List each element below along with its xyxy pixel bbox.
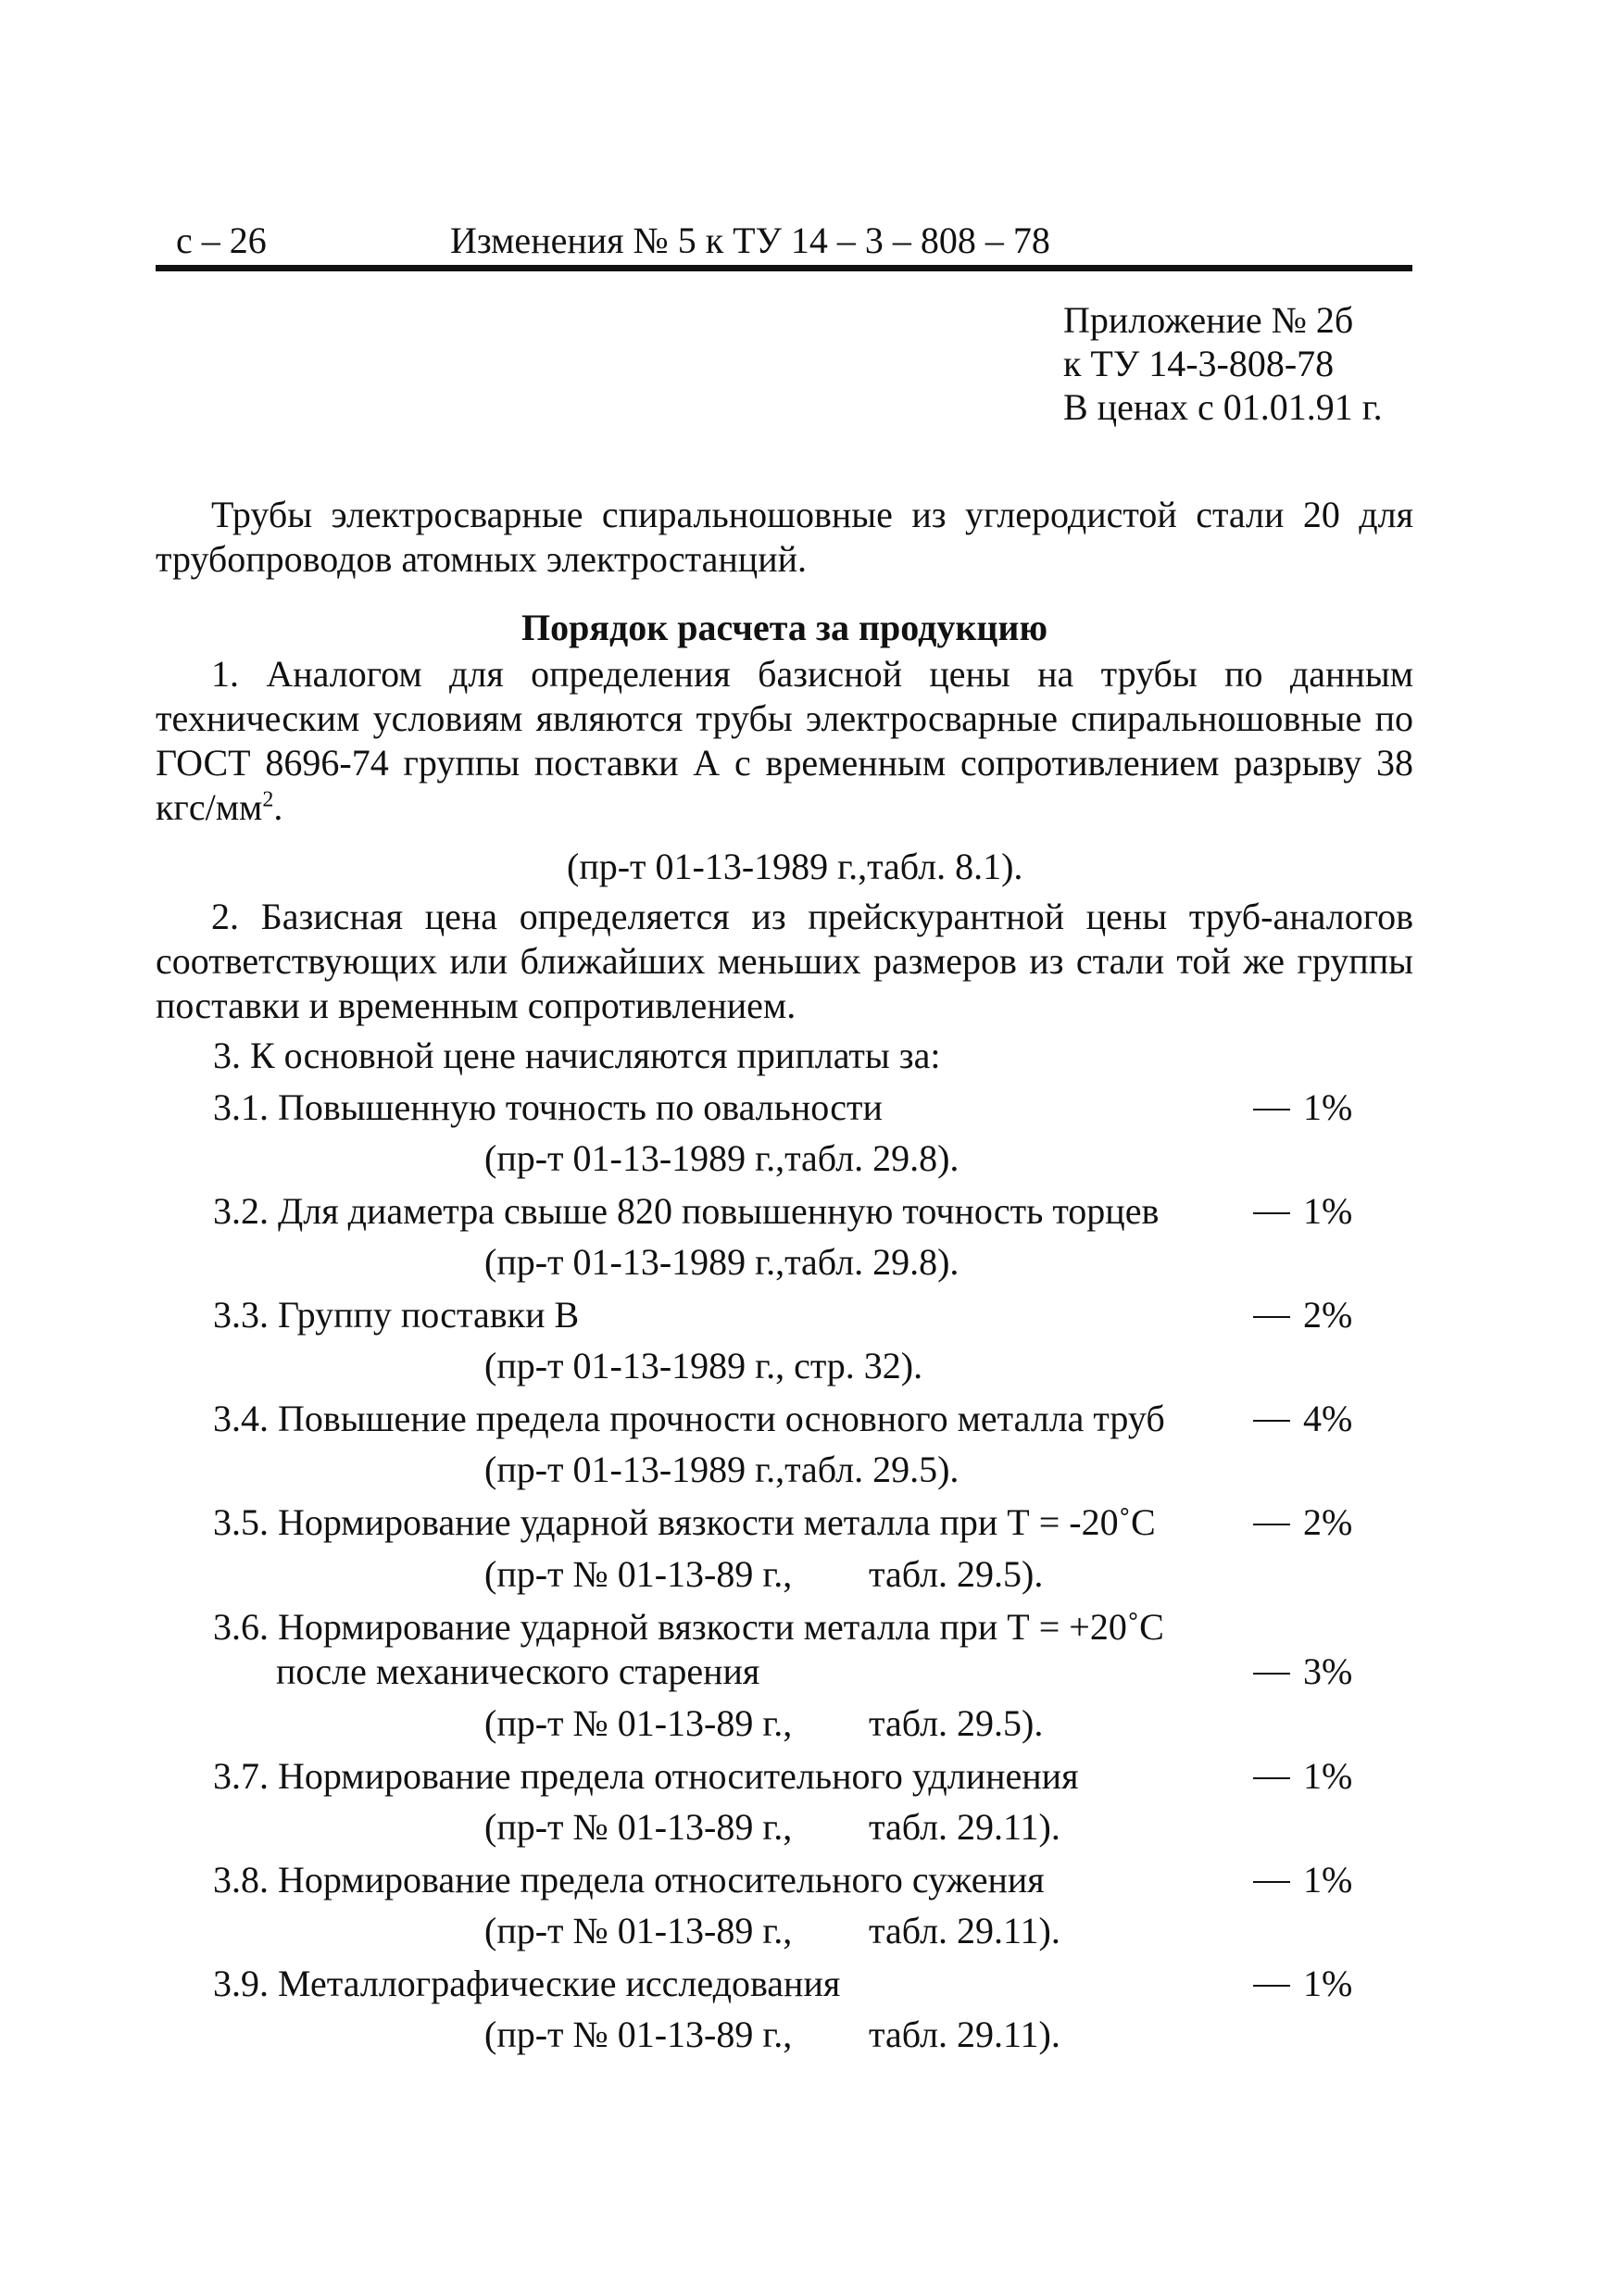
paragraph-1	[156, 652, 1413, 830]
header-title: Изменения № 5 к ТУ 14 – 3 – 808 – 78	[450, 220, 1050, 261]
surcharge-item-reference: (пр-т № 01-13-89 г.,	[484, 1553, 793, 1595]
paragraph-1-end: .	[273, 786, 283, 828]
appendix-block	[1063, 298, 1383, 429]
surcharge-item-reference: (пр-т 01-13-1989 г.,табл. 29.8).	[484, 1137, 960, 1179]
surcharge-item-label: 3.7. Нормирование предела относительного удлинения	[213, 1755, 1079, 1797]
surcharge-item-reference: (пр-т 01-13-1989 г., стр. 32).	[484, 1345, 923, 1386]
surcharge-item-label: 3.3. Группу поставки В	[213, 1294, 580, 1336]
surcharge-item-reference: (пр-т № 01-13-89 г.,	[484, 2014, 793, 2055]
surcharge-item-label: 3.6. Нормирование ударной вязкости металла при Т = +20˚С	[213, 1606, 1164, 1648]
paragraph-1-text: 1. Аналогом для определения базисной цены на трубы по данным техническим условиям являются трубы электросварные спиральношовные по ГОСТ 8696-74 группы поставки А с временным сопротивлением разрыву 38 кгс/мм	[156, 653, 1413, 828]
appendix-line-2: к ТУ 14-3-808-78	[1063, 343, 1335, 384]
surcharge-item-percent: 2%	[1253, 1293, 1352, 1337]
surcharge-item-percent: 3%	[1253, 1650, 1352, 1694]
surcharge-item-label: 3.5. Нормирование ударной вязкости металла при Т = -20˚С	[213, 1501, 1156, 1543]
surcharge-item-percent: 4%	[1253, 1397, 1352, 1441]
paragraph-3: 3. К основной цене начисляются приплаты за:	[213, 1035, 941, 1076]
appendix-line-1: Приложение № 2б	[1063, 299, 1354, 341]
section-title: Порядок расчета за продукцию	[521, 607, 1048, 648]
surcharge-item-percent: 1%	[1253, 1858, 1352, 1902]
surcharge-item-reference: (пр-т 01-13-1989 г.,табл. 29.5).	[484, 1449, 960, 1490]
surcharge-item-percent: 2%	[1253, 1500, 1352, 1545]
surcharge-item-reference: (пр-т № 01-13-89 г.,	[484, 1806, 793, 1848]
surcharge-item-label: 3.9. Металлографические исследования	[213, 1963, 841, 2004]
surcharge-item-percent: 1%	[1253, 1962, 1352, 2006]
surcharge-item-label-continuation: после механического старения	[276, 1650, 760, 1692]
surcharge-item-table: табл. 29.11).	[869, 1910, 1060, 1951]
surcharge-item-percent: 1%	[1253, 1754, 1352, 1799]
intro-paragraph: Трубы электросварные спиральношовные из углеродистой стали 20 для трубопроводов атомных электростанций.	[156, 494, 1413, 580]
surcharge-item-percent: 1%	[1253, 1085, 1352, 1130]
page-number: с – 26	[176, 220, 267, 261]
surcharge-item-table: табл. 29.11).	[869, 2014, 1060, 2055]
appendix-line-3: В ценах с 01.01.91 г.	[1063, 386, 1383, 428]
surcharge-item-label: 3.2. Для диаметра свыше 820 повышенную точность торцев	[213, 1190, 1160, 1232]
surcharge-item-label: 3.4. Повышение предела прочности основного металла труб	[213, 1398, 1165, 1439]
surcharge-item-percent: 1%	[1253, 1189, 1352, 1234]
surcharge-item-table: табл. 29.5).	[869, 1702, 1044, 1744]
surcharge-item-label: 3.1. Повышенную точность по овальности	[213, 1086, 883, 1128]
surcharge-item-label: 3.8. Нормирование предела относительного сужения	[213, 1859, 1045, 1901]
paragraph-2: 2. Базисная цена определяется из прейскурантной цены труб-аналогов соответствующих или ближайших меньших размеров из стали той же группы поставки и временным сопротивлением.	[156, 896, 1413, 1026]
surcharge-item-table: табл. 29.11).	[869, 1806, 1060, 1848]
surcharge-item-reference: (пр-т 01-13-1989 г.,табл. 29.8).	[484, 1241, 960, 1283]
surcharge-item-reference: (пр-т № 01-13-89 г.,	[484, 1702, 793, 1744]
surcharge-item-table: табл. 29.5).	[869, 1553, 1044, 1595]
surcharge-item-reference: (пр-т № 01-13-89 г.,	[484, 1910, 793, 1951]
paragraph-1-superscript: 2	[262, 787, 274, 812]
header-rule	[156, 265, 1412, 271]
paragraph-1-reference: (пр-т 01-13-1989 г.,табл. 8.1).	[567, 846, 1023, 887]
